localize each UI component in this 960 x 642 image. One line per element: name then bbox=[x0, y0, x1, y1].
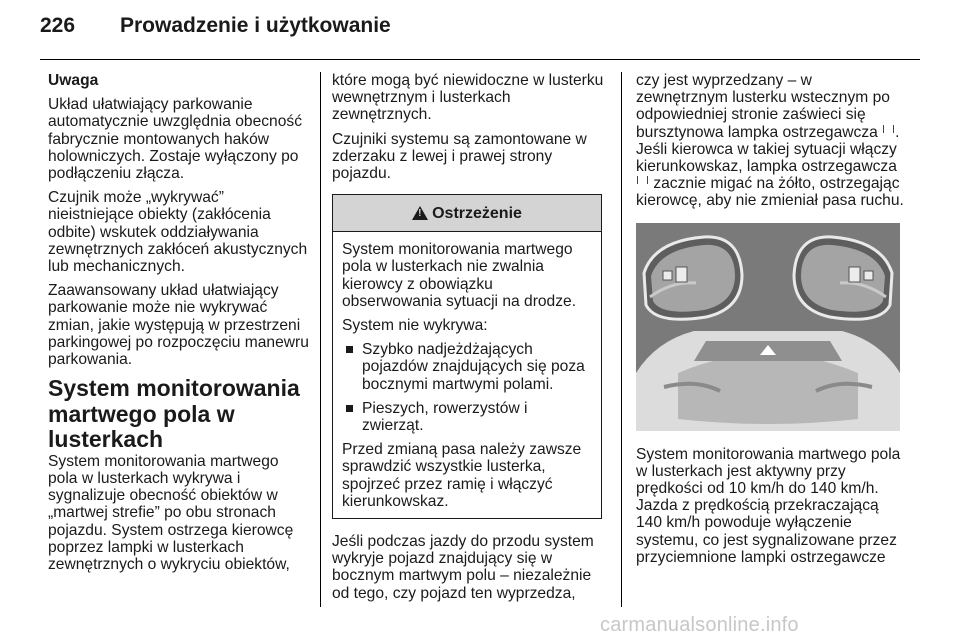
section-heading: System monitorowania martwego pola w lusterkach bbox=[48, 375, 300, 453]
warning-list-item bbox=[342, 400, 593, 434]
note-text: Układ ułatwiający parkowanie automatycznie uwzględnia obecność fabrycznie montowanych haków holowniczych. Zostaje wyłączony po podłączeniu złącza. bbox=[48, 96, 302, 183]
column-3 bbox=[636, 72, 908, 573]
text-run: zacznie migać na żółto, ostrzegając kierowcę, aby nie zmieniał pasa ruchu. bbox=[636, 175, 904, 210]
paragraph: System monitorowania martwego pola w lusterkach wykrywa i sygnalizuje obecność obiektów w „martwej strefie” po obu stronach pojazdu. System ostrzega kierowcę poprzez lampki w lusterkach zewnętrznych o wykryciu obiektów, bbox=[48, 452, 294, 573]
header-rule bbox=[40, 59, 920, 60]
warning-paragraph: System monitorowania martwego pola w lusterkach nie zwalnia kierowcy z obowiązku obserwowania sytuacji na drodze. bbox=[342, 241, 577, 310]
paragraph: Czujniki systemu są zamontowane w zderzaku z lewej i prawej strony pojazdu. bbox=[332, 130, 587, 183]
warning-list-item-text: Pieszych, rowerzystów i zwierząt. bbox=[362, 399, 528, 435]
warning-paragraph: Przed zmianą pasa należy zawsze sprawdzić wszystkie lusterka, spojrzeć przez ramię i włączyć kierunkowskaz. bbox=[342, 441, 582, 510]
running-title: Prowadzenie i użytkowanie bbox=[120, 14, 391, 37]
text-run: czy jest wyprzedzany – w zewnętrznym lusterku wstecznym po odpowiedniej stronie zaświeci się bursztynowa lampka ostrzegawcza bbox=[636, 72, 890, 141]
note-title: Uwaga bbox=[48, 72, 99, 89]
paragraph: Zaawansowany układ ułatwiający parkowanie może nie wykrywać zmian, jakie występują w przestrzeni parkingowej po rozpoczęciu manewru parkowania. bbox=[48, 282, 309, 369]
warning-list-item bbox=[342, 341, 593, 393]
column-divider bbox=[621, 72, 622, 607]
warning-header bbox=[333, 195, 601, 232]
warning-list-item-text: Szybko nadjeżdżających pojazdów znajdujących się poza bocznymi martwymi polami. bbox=[362, 341, 585, 393]
warning-list bbox=[342, 341, 593, 434]
warning-title: Ostrzeżenie bbox=[432, 204, 522, 222]
mirror-illustration bbox=[636, 223, 900, 431]
watermark: carmanualsonline.info bbox=[600, 614, 799, 636]
text-run: . Jeśli kierowca w takiej sytuacji włączy kierunkowskaz, lampka ostrzegawcza bbox=[636, 123, 900, 176]
paragraph: System monitorowania martwego pola w lusterkach jest aktywny przy prędkości od 10 km/h do 140 km/h. Jazda z prędkością przekraczającą 140 km/h powoduje wyłączenie systemu, co jest sygnalizowane przez przyciemnione lampki ostrzegawcze bbox=[636, 445, 901, 566]
paragraph: Jeśli podczas jazdy do przodu system wykryje pojazd znajdujący się w bocznym martwym polu – niezależnie od tego, czy pojazd ten wyprzedza, bbox=[332, 533, 594, 602]
paragraph: Czujnik może „wykrywać” nieistniejące obiekty (zakłócenia odbite) wskutek oddziaływania zewnętrznych zakłóceń akustycznych lub mechanicznych. bbox=[48, 189, 308, 276]
bullet-icon bbox=[346, 346, 353, 353]
warning-box bbox=[332, 194, 602, 519]
bullet-icon bbox=[346, 405, 353, 412]
warning-triangle-icon bbox=[412, 206, 428, 220]
side-blind-zone-alert-icon bbox=[637, 176, 648, 184]
paragraph bbox=[636, 72, 908, 210]
column-2 bbox=[332, 72, 604, 609]
side-blind-zone-alert-icon bbox=[883, 125, 894, 133]
page-number: 226 bbox=[40, 14, 76, 37]
warning-paragraph: System nie wykrywa: bbox=[342, 317, 488, 335]
warning-body bbox=[333, 232, 601, 518]
column-divider bbox=[320, 72, 321, 607]
paragraph: które mogą być niewidoczne w lusterku wewnętrznym i lusterkach zewnętrznych. bbox=[332, 72, 604, 124]
column-1 bbox=[48, 72, 310, 580]
